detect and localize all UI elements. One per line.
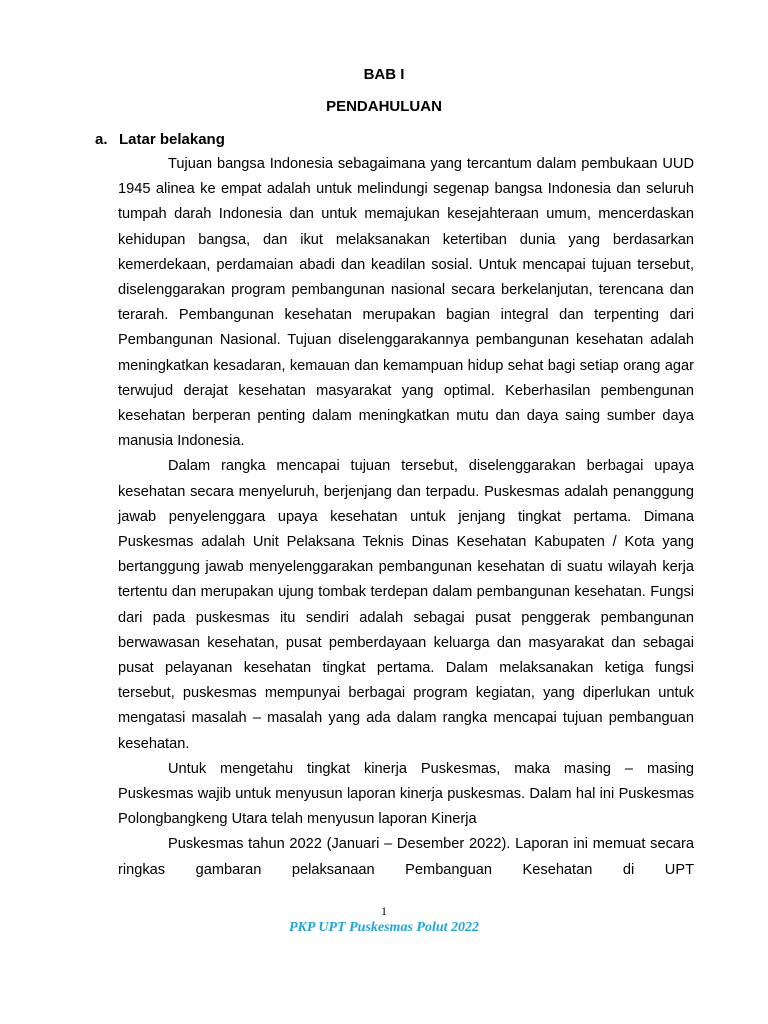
page-footer: PKP UPT Puskesmas Polut 2022 <box>288 920 480 935</box>
section-label: a. <box>95 131 108 148</box>
page-number: 1 <box>381 904 387 918</box>
paragraph: Untuk mengetahu tingkat kinerja Puskesmas, maka masing – masing Puskesmas wajib untuk menyusun laporan kinerja puskesmas. Dalam hal ini Puskesmas Polongbangkeng Utara telah menyusun laporan Kinerja <box>118 760 694 828</box>
section-heading <box>95 131 225 148</box>
paragraph: Dalam rangka mencapai tujuan tersebut, diselenggarakan berbagai upaya kesehatan secara menyeluruh, berjenjang dan terpadu. Puskesmas adalah penanggung jawab penyelenggara upaya kesehatan untuk jenjang tingkat pertama. Dimana Puskesmas adalah Unit Pelaksana Teknis Dinas Kesehatan Kabupaten / Kota yang bertanggung jawab menyelenggarakan pembangunan kesehatan di suatu wilayah kerja tertentu dan merupakan ujung tombak terdepan dalam pembangunan kesehatan. Fungsi dari pada puskesmas itu sendiri adalah sebagai pusat penggerak pembangunan berwawasan kesehatan, pusat pemberdayaan keluarga dan masyarakat dan sebagai pusat pelayanan kesehatan tingkat pertama. Dalam melaksanakan ketiga fungsi tersebut, puskesmas mempunyai berbagai program kegiatan, yang diperlukan untuk mengatasi masalah – masalah yang ada dalam rangka mencapai tujuan pembanguan kesehatan. <box>118 458 694 752</box>
paragraph: Puskesmas tahun 2022 (Januari – Desember 2022). Laporan ini memuat secara ringkas gambaran pelaksanaan Pembanguan Kesehatan di UPT <box>118 836 694 878</box>
chapter-number: BAB I <box>363 66 405 83</box>
paragraph: Tujuan bangsa Indonesia sebagaimana yang tercantum dalam pembukaan UUD 1945 alinea ke empat adalah untuk melindungi segenap bangsa Indonesia dan seluruh tumpah darah Indonesia dan untuk memajukan kesejahteraan umum, mencerdaskan kehidupan bangsa, dan ikut melaksanakan ketertiban dunia yang berdasarkan kemerdekaan, perdamaian abadi dan keadilan sosial. Untuk mencapai tujuan tersebut, diselenggarakan program pembangunan nasional secara berkelanjutan, terencana dan terarah. Pembangunan kesehatan merupakan bagian integral dan terpenting dari Pembangunan Nasional. Tujuan diselenggarakannya pembangunan kesehatan adalah meningkatkan kesadaran, kemauan dan kemampuan hidup sehat bagi setiap orang agar terwujud derajat kesehatan masyarakat yang optimal. Keberhasilan pembengunan kesehatan berperan penting dalam meningkatkan mutu dan daya saing sumber daya manusia Indonesia. <box>118 156 694 450</box>
section-title: Latar belakang <box>119 131 225 148</box>
body-text <box>118 152 694 883</box>
chapter-title: PENDAHULUAN <box>326 98 442 115</box>
